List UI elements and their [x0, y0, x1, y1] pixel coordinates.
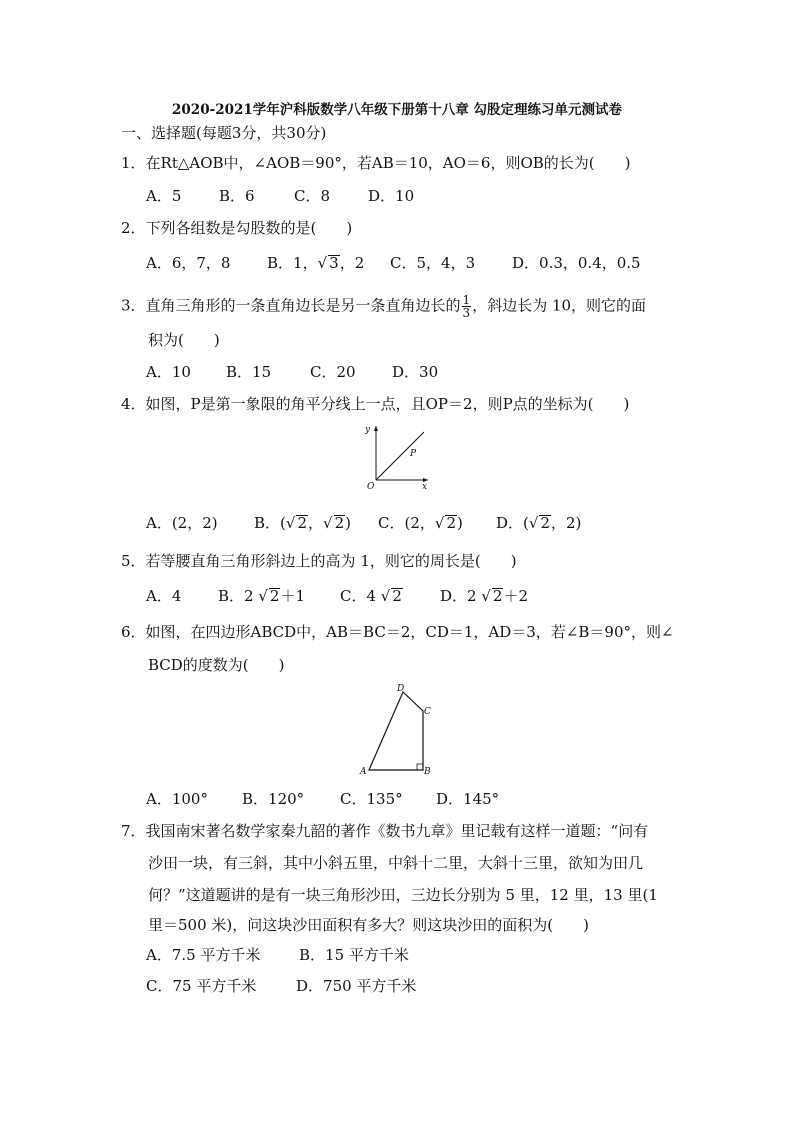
- q2-option-a[interactable]: A．6，7，8: [146, 254, 231, 272]
- q4-option-d-suffix: ，2): [551, 514, 582, 532]
- q2-option-b[interactable]: B．1，√ 3，2: [267, 254, 365, 272]
- page-title: 2020-2021学年沪科版数学八年级下册第十八章 勾股定理练习单元测试卷: [172, 102, 622, 118]
- question-7-line-3: 何？”这道题讲的是有一块三角形沙田，三边长分别为 5 里，12 里，13 里(1: [148, 886, 658, 904]
- sqrt-radicand: 3: [329, 254, 339, 272]
- q6-option-c[interactable]: C．135°: [340, 790, 403, 808]
- q3-option-c[interactable]: C．20: [310, 363, 356, 381]
- bisector-line: [376, 432, 424, 480]
- origin-label: O: [367, 482, 375, 492]
- q3-option-a[interactable]: A．10: [146, 363, 191, 381]
- sqrt-radicand: 2: [334, 514, 345, 532]
- question-4: 4．如图，P是第一象限的角平分线上一点，且OP＝2，则P点的坐标为( ): [121, 395, 630, 413]
- vertex-c-label: C: [424, 707, 431, 717]
- sqrt-radicand: 2: [297, 514, 307, 532]
- quadrilateral-abcd: [369, 692, 423, 770]
- q1-option-d[interactable]: D．10: [368, 187, 415, 205]
- question-3-line-1: [121, 294, 646, 319]
- q5-option-d-prefix: D．2: [440, 587, 482, 605]
- q4-option-d[interactable]: D．(√ 2，2): [496, 514, 582, 532]
- q5-option-d-suffix: ＋2: [503, 587, 528, 605]
- q5-option-b-suffix: ＋1: [280, 587, 305, 605]
- fraction-denominator: 3: [462, 306, 471, 320]
- question-5: 5．若等腰直角三角形斜边上的高为 1，则它的周长是( ): [121, 552, 517, 570]
- q2-option-b-suffix: ，2: [339, 254, 365, 272]
- question-7-line-4: 里＝500 米)，问这块沙田面积有多大？则这块沙田的面积为( ): [148, 916, 589, 934]
- x-axis-label: x: [422, 482, 428, 492]
- sqrt-radicand: 2: [492, 587, 503, 605]
- q1-option-a[interactable]: A．5: [146, 187, 182, 205]
- q4-option-c-suffix: ): [456, 514, 463, 532]
- question-6-line-1: 6．如图，在四边形ABCD中，AB＝BC＝2，CD＝1，AD＝3，若∠B＝90°，则∠: [121, 623, 674, 641]
- q4-option-b-comma: ，: [308, 514, 324, 532]
- y-axis-arrow: [374, 426, 378, 431]
- q4-option-d-prefix: D．(: [496, 514, 529, 532]
- q3-text-end: ，斜边长为 10，则它的面: [472, 296, 647, 315]
- sqrt-radicand: 2: [269, 587, 280, 605]
- vertex-b-label: B: [424, 767, 431, 777]
- sqrt-radicand: 2: [392, 587, 402, 605]
- q5-option-b[interactable]: B．2 √ 2＋1: [218, 587, 305, 605]
- q4-option-c-prefix: C．(2，: [378, 514, 435, 532]
- q1-option-c[interactable]: C．8: [294, 187, 331, 205]
- y-axis-label: y: [365, 425, 371, 435]
- q4-option-b-suffix: ): [345, 514, 351, 532]
- q7-option-a[interactable]: A．7.5 平方千米: [146, 946, 261, 964]
- q1-option-b[interactable]: B．6: [219, 187, 255, 205]
- fraction-numerator: 1: [462, 293, 471, 307]
- q6-option-d[interactable]: D．145°: [436, 790, 500, 808]
- q3-option-b[interactable]: B．15: [226, 363, 272, 381]
- q4-option-b-prefix: B．(: [254, 514, 286, 532]
- q5-option-a[interactable]: A．4: [146, 587, 182, 605]
- q4-coordinate-figure: [362, 422, 432, 496]
- q7-option-d[interactable]: D．750 平方千米: [296, 977, 417, 995]
- q3-option-d[interactable]: D．30: [392, 363, 439, 381]
- question-7-line-2: 沙田一块，有三斜，其中小斜五里，中斜十二里，大斜十三里，欲知为田几: [148, 854, 644, 872]
- q2-option-c[interactable]: C．5，4，3: [390, 254, 476, 272]
- fraction-one-third: [462, 294, 472, 319]
- q5-option-d[interactable]: D．2 √ 2＋2: [440, 587, 528, 605]
- q7-option-c[interactable]: C．75 平方千米: [146, 977, 257, 995]
- q5-option-c-prefix: C．4: [340, 587, 381, 605]
- section-heading: 一、选择题(每题3分，共30分): [121, 124, 327, 142]
- vertex-d-label: D: [397, 684, 405, 694]
- q6-quadrilateral-figure: [355, 680, 445, 780]
- q3-text-start: 3．直角三角形的一条直角边长是另一条直角边长的: [121, 296, 461, 315]
- q4-option-c[interactable]: C．(2，√ 2): [378, 514, 463, 532]
- question-2: 2．下列各组数是勾股数的是( ): [121, 219, 353, 237]
- q2-option-b-prefix: B．1，: [267, 254, 318, 272]
- q7-option-b[interactable]: B．15 平方千米: [299, 946, 409, 964]
- vertex-a-label: A: [360, 767, 367, 777]
- q4-option-a[interactable]: A．(2，2): [146, 514, 218, 532]
- q6-option-a[interactable]: A．100°: [146, 790, 208, 808]
- right-angle-mark: [417, 764, 423, 770]
- question-6-line-2: BCD的度数为( ): [148, 656, 285, 674]
- question-7-line-1: 7．我国南宋著名数学家秦九韶的著作《数书九章》里记载有这样一道题：“问有: [121, 822, 649, 840]
- q6-option-b[interactable]: B．120°: [242, 790, 305, 808]
- question-3-line-2: 积为( ): [148, 331, 220, 349]
- q5-option-c[interactable]: C．4 √ 2: [340, 587, 402, 605]
- point-p-label: P: [410, 449, 417, 459]
- q5-option-b-prefix: B．2: [218, 587, 259, 605]
- sqrt-radicand: 2: [446, 514, 456, 532]
- question-1: 1．在Rt△AOB中，∠AOB＝90°，若AB＝10，AO＝6，则OB的长为( ): [121, 154, 631, 172]
- q4-option-b[interactable]: B．(√ 2，√ 2): [254, 514, 351, 532]
- q2-option-d[interactable]: D．0.3，0.4，0.5: [512, 254, 641, 272]
- sqrt-radicand: 2: [540, 514, 550, 532]
